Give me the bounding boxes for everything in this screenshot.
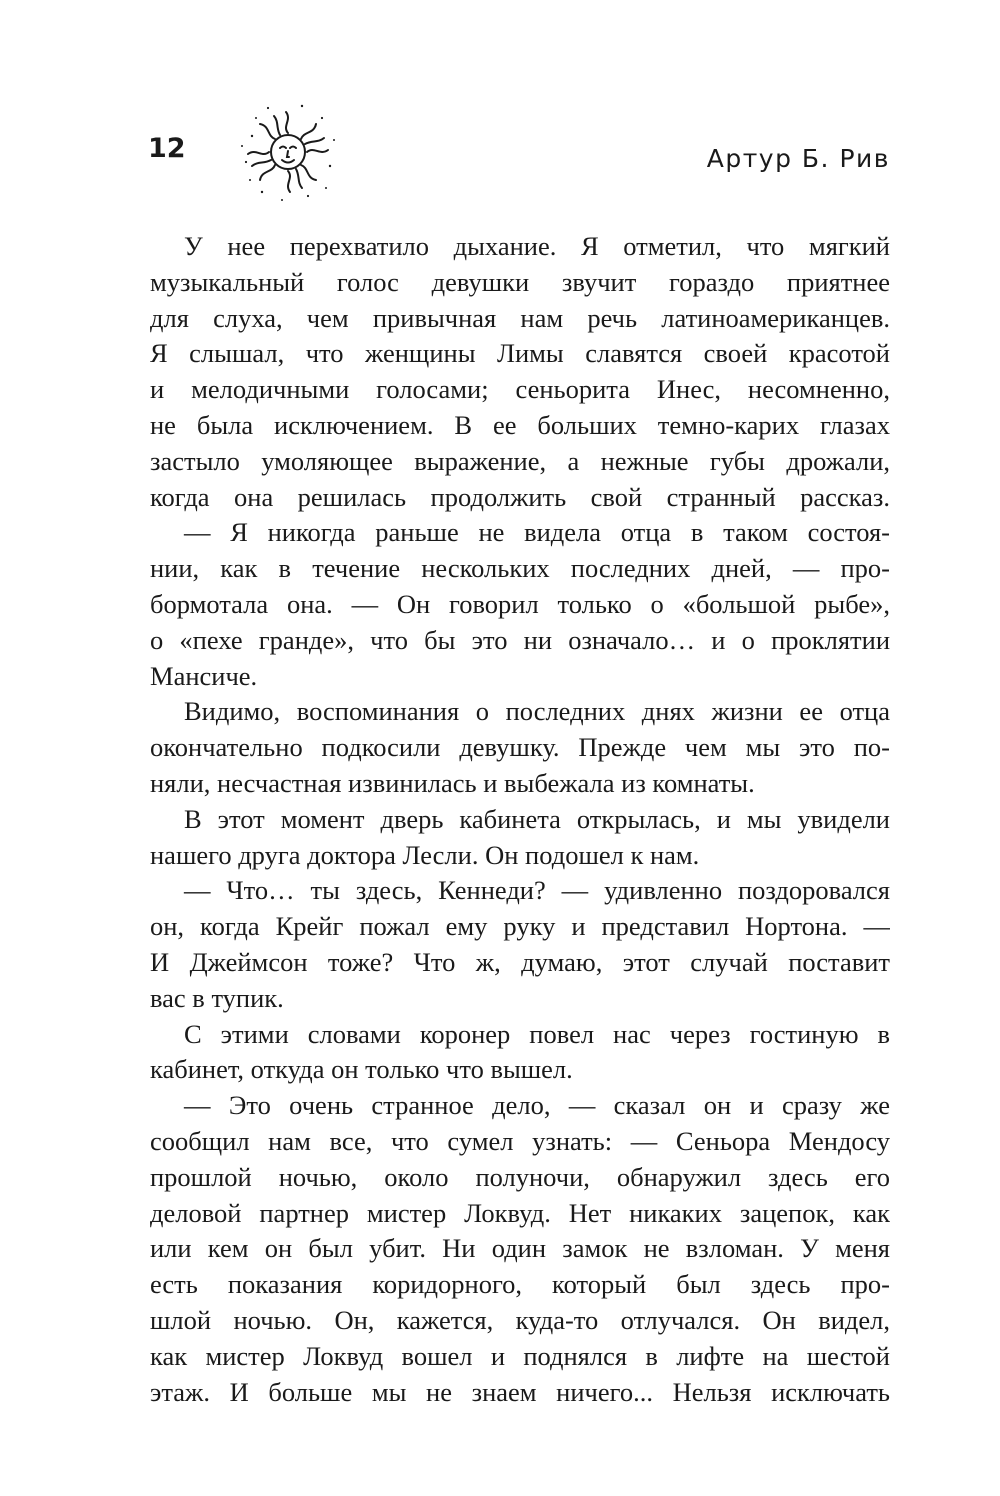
text-line: или кем он был убит. Ни один замок не взломан. У меня: [150, 1233, 890, 1264]
text-line: — Что… ты здесь, Кеннеди? — удивленно поздоровался: [184, 875, 890, 906]
text-line: музыкальный голос девушки звучит гораздо приятнее: [150, 266, 890, 297]
text-line: прошлой ночью, около полуночи, обнаружил здесь его: [150, 1161, 890, 1192]
text-line: — Это очень странное дело, — сказал он и сразу же: [184, 1090, 890, 1121]
text-line: В этот момент дверь кабинета открылась, и мы увидели: [184, 803, 890, 834]
text-line: бормотала она. — Он говорил только о «большой рыбе»,: [150, 588, 890, 619]
text-line: этаж. И больше мы не знаем ничего... Нельзя исключать: [150, 1376, 890, 1407]
text-line: и мелодичными голосами; сеньорита Инес, несомненно,: [150, 374, 890, 405]
text-line: — Я никогда раньше не видела отца в таком состоя-: [184, 517, 890, 548]
text-line: застыло умоляющее выражение, а нежные губы дрожали,: [150, 445, 890, 476]
text-line: когда она решилась продолжить свой странный рассказ.: [150, 481, 890, 512]
running-head-author: Артур Б. Рив: [706, 144, 890, 173]
text-line: кабинет, откуда он только что вышел.: [150, 1054, 573, 1085]
text-line: для слуха, чем привычная нам речь латиноамериканцев.: [150, 302, 890, 333]
text-line: Мансиче.: [150, 660, 258, 691]
page-number: 12: [148, 133, 186, 164]
text-line: есть показания коридорного, который был здесь про-: [150, 1269, 890, 1300]
text-line: С этими словами коронер повел нас через гостиную в: [184, 1018, 890, 1049]
text-line: шлой ночью. Он, кажется, куда-то отлучался. Он видел,: [150, 1304, 890, 1335]
text-line: деловой партнер мистер Локвуд. Нет никаких зацепок, как: [150, 1197, 890, 1228]
text-line: Видимо, воспоминания о последних днях жизни ее отца: [184, 696, 890, 727]
text-line: как мистер Локвуд вошел и поднялся в лифте на шестой: [150, 1340, 890, 1371]
text-line: У нее перехватило дыхание. Я отметил, что мягкий: [184, 231, 890, 261]
text-line: окончательно подкосили девушку. Прежде чем мы это по-: [150, 732, 890, 763]
page-header: [0, 0, 1000, 220]
text-line: о «пехе гранде», что бы это ни означало… и о проклятии: [150, 624, 890, 655]
sun-face-icon: [232, 96, 344, 208]
text-line: няли, несчастная извинилась и выбежала из комнаты.: [150, 767, 755, 798]
text-line: нашего друга доктора Лесли. Он подошел к нам.: [150, 839, 700, 870]
text-line: нии, как в течение нескольких последних дней, — про-: [150, 553, 890, 584]
text-line: он, когда Крейг пожал ему руку и представил Нортона. —: [150, 911, 890, 942]
body-text: [150, 229, 890, 1410]
text-line: не была исключением. В ее больших темно-карих глазах: [150, 409, 890, 440]
text-line: сообщил нам все, что сумел узнать: — Сеньора Мендосу: [150, 1125, 890, 1156]
text-line: И Джеймсон тоже? Что ж, думаю, этот случай поставит: [150, 946, 890, 977]
text-line: Я слышал, что женщины Лимы славятся своей красотой: [150, 338, 890, 369]
text-line: вас в тупик.: [150, 982, 284, 1013]
